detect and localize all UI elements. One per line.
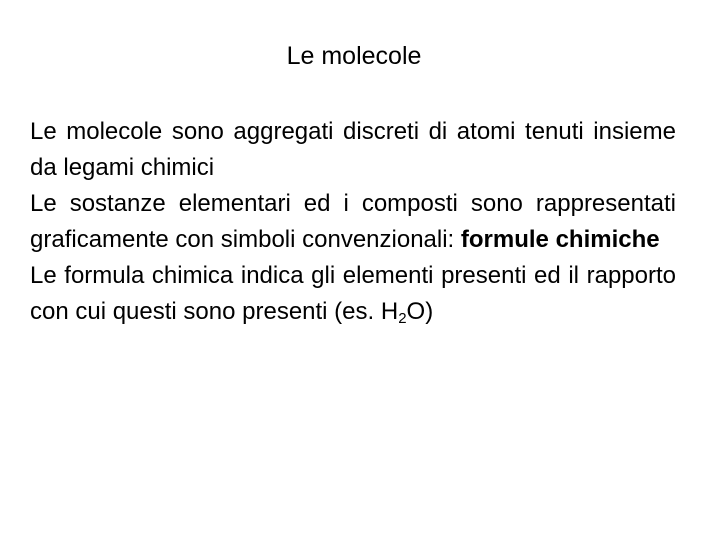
paragraph-chemical-formulas-text: Le sostanze elementari ed i composti sono rappresentati graficamente con simboli convenzionali: — [30, 190, 676, 253]
closing-parenthesis: ) — [425, 298, 434, 325]
paragraph-molecules-definition: Le molecole sono aggregati discreti di atomi tenuti insieme da legami chimici — [30, 118, 676, 181]
paragraph-formula-meaning-text: Le formula chimica indica gli elementi presenti ed il rapporto con cui questi sono presenti (es. — [30, 262, 676, 325]
water-formula-o: O — [406, 298, 426, 325]
water-formula — [381, 298, 425, 325]
water-formula-subscript: 2 — [398, 310, 407, 327]
formule-chimiche-emphasis: formule chimiche — [460, 226, 660, 253]
water-formula-h: H — [380, 298, 399, 325]
paragraph-chemical-formulas — [30, 186, 676, 258]
slide-title: Le molecole — [286, 42, 422, 70]
slide-body — [30, 114, 676, 330]
paragraph-formula-meaning — [30, 258, 676, 330]
